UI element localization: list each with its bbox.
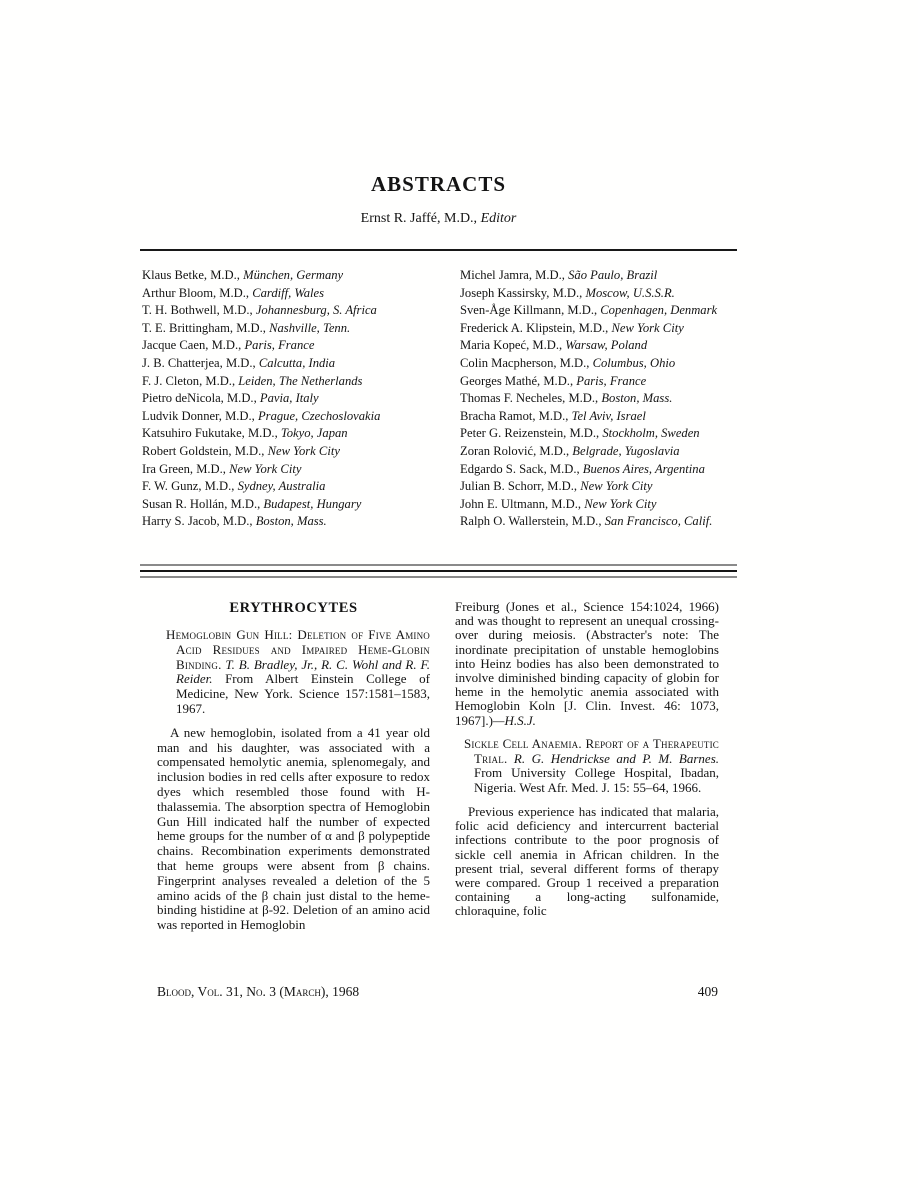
journal-volume-line: Blood, Vol. 31, No. 3 (March), 1968: [157, 984, 360, 999]
editor-name: Ira Green, M.D.,: [142, 461, 226, 476]
page-number: 409: [697, 984, 718, 999]
editor-location: Boston, Mass.: [601, 391, 673, 406]
editor-name: Joseph Kassirsky, M.D.,: [460, 285, 583, 300]
editor-location: Leiden, The Netherlands: [238, 373, 363, 388]
editor-name: Ludvik Donner, M.D.,: [142, 408, 255, 423]
editor-location: Paris, France: [576, 373, 647, 388]
editor-entry: [142, 302, 460, 320]
abstract-1-body-continuation: Freiburg (Jones et al., Science 154:1024, 1966) and was thought to represent an unequal crossing-over during meiosis. (Abstracter's note: The inordinate precipitation of unstable hemoglobins into Heinz bodies has also been demonstrated to involve diminished binding capacity of globin for heme in the hemolytic anemia associated with Hemoglobin Koln [J. Clin. Invest. 46: 1073, 1967].): [455, 599, 719, 728]
editor-name: Julian B. Schorr, M.D.,: [460, 479, 578, 494]
editor-location: Tel Aviv, Israel: [571, 408, 646, 423]
editor-entry: [460, 337, 739, 355]
editor-location: Calcutta, India: [258, 355, 336, 370]
editor-entry: [142, 337, 460, 355]
editor-name: Robert Goldstein, M.D.,: [142, 443, 265, 458]
editor-name: Katsuhiro Fukutake, M.D.,: [142, 426, 278, 441]
editor-location: New York City: [229, 461, 302, 476]
abstract-2-heading: [455, 737, 719, 796]
editor-name: Pietro deNicola, M.D.,: [142, 391, 257, 406]
editor-entry: [460, 373, 739, 391]
editor-location: New York City: [267, 443, 340, 458]
editor-location: New York City: [611, 320, 684, 335]
editor-name: Bracha Ramot, M.D.,: [460, 408, 569, 423]
editor-name: Sven-Åge Killmann, M.D.,: [460, 303, 598, 318]
editor-name: F. J. Cleton, M.D.,: [142, 373, 236, 388]
editor-entry: [142, 390, 460, 408]
editor-location: Sydney, Australia: [237, 479, 326, 494]
editor-entry: [460, 443, 739, 461]
editor-name: Klaus Betke, M.D.,: [142, 268, 240, 282]
editor-entry: [142, 478, 460, 496]
editor-name: Colin Macpherson, M.D.,: [460, 355, 590, 370]
editor-location: Moscow, U.S.S.R.: [585, 285, 675, 300]
editor-name: John E. Ultmann, M.D.,: [460, 496, 582, 511]
editor-location: Buenos Aires, Argentina: [582, 461, 705, 476]
editor-entry: [142, 355, 460, 373]
editor-entry: [460, 390, 739, 408]
abstract-1-signature: —H.S.J.: [492, 712, 536, 728]
editor-entry: [142, 320, 460, 338]
editor-entry: [142, 267, 460, 285]
editor-name: Susan R. Hollán, M.D.,: [142, 496, 261, 511]
editor-name: Peter G. Reizenstein, M.D.,: [460, 426, 600, 441]
editor-name: Thomas F. Necheles, M.D.,: [460, 391, 599, 406]
editor-location: New York City: [580, 479, 653, 494]
editor-entry: [142, 443, 460, 461]
editor-name: T. E. Brittingham, M.D.,: [142, 320, 266, 335]
editor-entry: [460, 320, 739, 338]
editor-entry: [460, 513, 739, 531]
text-column-right: [455, 600, 719, 919]
masthead: [140, 172, 737, 227]
editor-location: Nashville, Tenn.: [269, 320, 351, 335]
editor-byline-name: Ernst R. Jaffé, M.D.,: [360, 211, 481, 226]
abstract-2-body: Previous experience has indicated that malaria, folic acid deficiency and intercurrent bacterial infections contribute to the poor prognosis of sickle cell anemia in African children. In the present trial, several different forms of therapy were compared. Group 1 received a preparation containing a long-acting sulfonamide, chloraquine, folic: [455, 804, 719, 919]
editorial-board-column-left: [142, 267, 460, 531]
abstract-1-title: Hemoglobin Gun Hill: Deletion of Five Amino Acid Residues and Impaired Heme-Globin Binding.: [166, 627, 430, 672]
editor-location: Tokyo, Japan: [280, 426, 348, 441]
editor-location: Warsaw, Poland: [565, 338, 648, 353]
editor-entry: [460, 267, 739, 285]
editor-location: São Paulo, Brazil: [568, 268, 658, 282]
editor-location: Paris, France: [244, 338, 315, 353]
text-column-left: [157, 600, 430, 933]
editor-location: Stockholm, Sweden: [602, 426, 700, 441]
editor-name: Michel Jamra, M.D.,: [460, 268, 565, 282]
editor-entry: [142, 408, 460, 426]
editor-name: Frederick A. Klipstein, M.D.,: [460, 320, 609, 335]
abstract-2-authors: R. G. Hendrickse and P. M. Barnes.: [513, 750, 720, 766]
abstract-1-body-left: A new hemoglobin, isolated from a 41 year old man and his daughter, was associated with a compensated hemolytic anemia, splenomegaly, and inclusion bodies in red cells after exposure to redox dyes which resembled those found with H-thalassemia. The absorption spectra of Hemoglobin Gun Hill indicated half the number of expected heme groups for the number of α and β polypeptide chains. Recombination experiments demonstrated that heme groups were absent from β chains. Fingerprint analyses revealed a deletion of the 5 amino acids of the β chain just distal to the heme-binding histidine at β-92. Deletion of an amino acid was reported in Hemoglobin: [157, 724, 430, 933]
editor-name: Edgardo S. Sack, M.D.,: [460, 461, 580, 476]
editor-name: Harry S. Jacob, M.D.,: [142, 514, 253, 529]
editor-entry: [460, 355, 739, 373]
abstract-1-authors: T. B. Bradley, Jr., R. C. Wohl and R. F. Reider.: [176, 656, 430, 687]
abstract-2-title: Sickle Cell Anaemia. Report of a Therapeutic Trial.: [464, 735, 719, 766]
editor-entry: [460, 478, 739, 496]
editor-location: New York City: [584, 496, 657, 511]
editor-name: J. B. Chatterjea, M.D.,: [142, 355, 256, 370]
editor-entry: [142, 373, 460, 391]
editor-entry: [460, 408, 739, 426]
section-heading-erythrocytes: ERYTHROCYTES: [229, 600, 358, 616]
editor-location: Cardiff, Wales: [252, 285, 325, 300]
editor-entry: [142, 496, 460, 514]
editor-location: Budapest, Hungary: [263, 496, 362, 511]
editor-location: Pavia, Italy: [259, 391, 319, 406]
editor-location: San Francisco, Calif.: [604, 514, 713, 529]
editor-location: Columbus, Ohio: [592, 355, 676, 370]
divider-thick-line: [140, 570, 737, 573]
editor-name: Ralph O. Wallerstein, M.D.,: [460, 514, 602, 529]
editor-entry: [460, 302, 739, 320]
editor-name: Zoran Rolović, M.D.,: [460, 443, 570, 458]
editor-byline-role: Editor: [480, 211, 517, 226]
editor-name: Georges Mathé, M.D.,: [460, 373, 574, 388]
masthead-divider-rule: [140, 249, 737, 251]
editor-entry: [142, 285, 460, 303]
abstract-1-body-right: [455, 600, 719, 728]
editor-name: F. W. Gunz, M.D.,: [142, 479, 235, 494]
editor-location: Prague, Czechoslovakia: [257, 408, 381, 423]
editor-name: Maria Kopeć, M.D.,: [460, 338, 563, 353]
editor-name: T. H. Bothwell, M.D.,: [142, 303, 253, 318]
editor-entry: [460, 285, 739, 303]
abstract-1-heading: [157, 628, 430, 717]
editor-entry: [460, 461, 739, 479]
editor-location: Copenhagen, Denmark: [600, 303, 718, 318]
page-title: ABSTRACTS: [370, 172, 507, 196]
editor-byline: [140, 211, 737, 227]
editorial-board-list: [142, 267, 739, 531]
abstract-1-source: From Albert Einstein College of Medicine, New York. Science 157:1581–1583, 1967.: [176, 671, 430, 716]
section-divider-rule: [140, 564, 737, 578]
editor-location: München, Germany: [243, 268, 344, 282]
editor-location: Boston, Mass.: [255, 514, 327, 529]
editor-name: Arthur Bloom, M.D.,: [142, 285, 250, 300]
editor-entry: [460, 496, 739, 514]
abstract-2-source: From University College Hospital, Ibadan, Nigeria. West Afr. Med. J. 15: 55–64, 1966.: [474, 765, 719, 796]
editor-entry: [460, 425, 739, 443]
editor-location: Belgrade, Yugoslavia: [572, 443, 680, 458]
editorial-board-column-right: [460, 267, 739, 531]
editor-location: Johannesburg, S. Africa: [255, 303, 377, 318]
editor-entry: [142, 513, 460, 531]
page-footer: [157, 984, 718, 1000]
divider-thin-line-top: [140, 564, 737, 566]
divider-thin-line-bottom: [140, 576, 737, 578]
editor-entry: [142, 425, 460, 443]
editor-name: Jacque Caen, M.D.,: [142, 338, 242, 353]
editor-entry: [142, 461, 460, 479]
